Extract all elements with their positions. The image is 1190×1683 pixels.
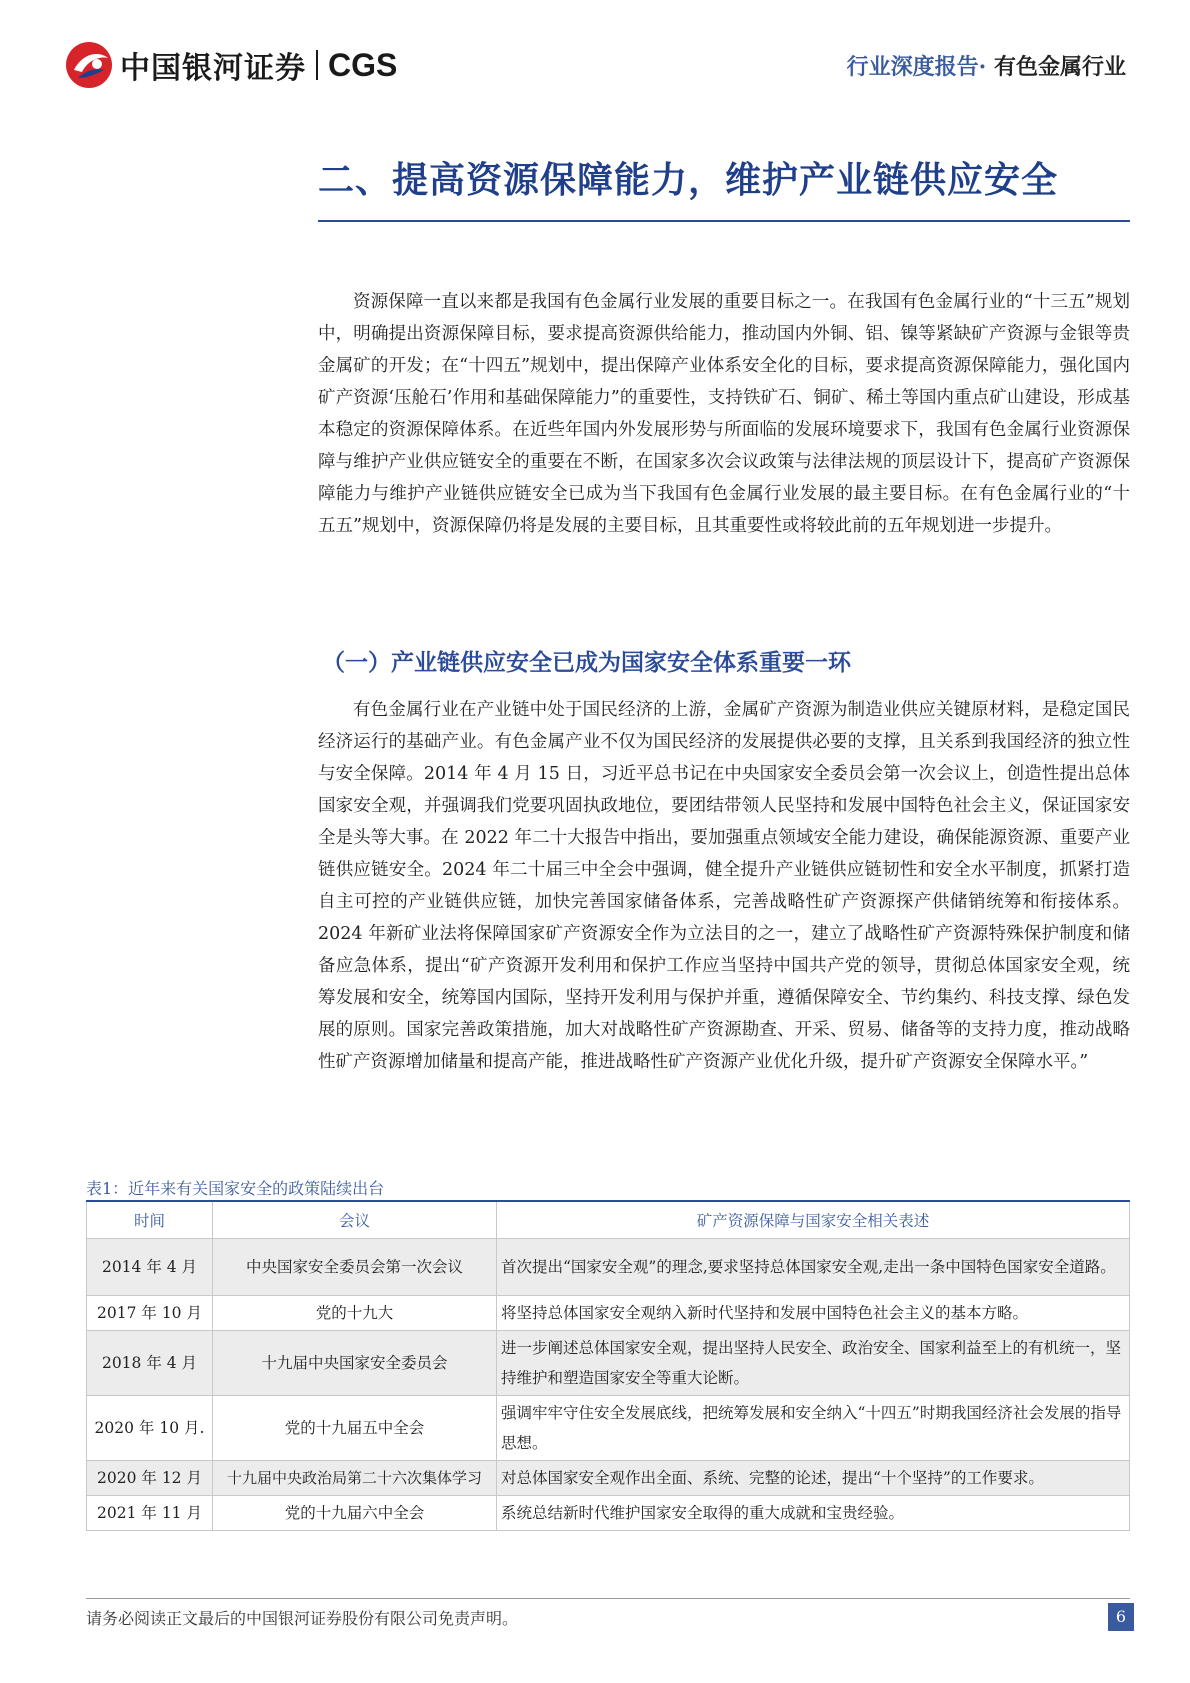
- paragraph-supply-chain-security: 有色金属行业在产业链中处于国民经济的上游，金属矿产资源为制造业供应关键原材料，是稳定国民经济运行的基础产业。有色金属产业不仅为国民经济的发展提供必要的支撑，且关系到我国经济的独立性与安全保障。2014 年 4 月 15 日，习近平总书记在中央国家安全委员会第一次会议上，创造性提出总体国家安全观，并强调我们党要巩固执政地位，要团结带领人民坚持和发展中国特色社会主义，保证国家安全是头等大事。在 2022 年二十大报告中指出，要加强重点领域安全能力建设，确保能源资源、重要产业链供应链安全。2024 年二十届三中全会中强调，健全提升产业链供应链韧性和安全水平制度，抓紧打造自主可控的产业链供应链，加快完善国家储备体系，完善战略性矿产资源探产供储销统筹和衔接体系。2024 年新矿业法将保障国家矿产资源安全作为立法目的之一，建立了战略性矿产资源特殊保护制度和储备应急体系，提出“矿产资源开发利用和保护工作应当坚持中国共产党的领导，贯彻总体国家安全观，统筹发展和安全，统筹国内国际，坚持开发利用与保护并重，遵循保障安全、节约集约、科技支撑、绿色发展的原则。国家完善政策措施，加大对战略性矿产资源勘查、开采、贸易、储备等的支持力度，推动战略性矿产资源增加储量和提高产能，推进战略性矿产资源产业优化升级，提升矿产资源安全保障水平。”: [318, 700, 1130, 1072]
- cell-meeting: 中央国家安全委员会第一次会议: [213, 1239, 497, 1296]
- cell-description: 强调牢牢守住安全发展底线，把统筹发展和安全纳入“十四五”时期我国经济社会发展的指导思想。: [497, 1396, 1130, 1461]
- cell-description: 系统总结新时代维护国家安全取得的重大成就和宝贵经验。: [497, 1496, 1130, 1531]
- cell-time: 2018 年 4 月: [87, 1331, 213, 1396]
- cell-time: 2020 年 12 月: [87, 1461, 213, 1496]
- cell-description: 将坚持总体国家安全观纳入新时代坚持和发展中国特色社会主义的基本方略。: [497, 1296, 1130, 1331]
- logo-chinese-name: 中国银河证券: [120, 51, 306, 86]
- table-caption: 表1：近年来有关国家安全的政策陆续出台: [86, 1179, 385, 1198]
- table-row: [87, 1396, 1130, 1461]
- footer-disclaimer: 请务必阅读正文最后的中国银河证券股份有限公司免责声明。: [86, 1609, 519, 1628]
- cell-description: 进一步阐述总体国家安全观，提出坚持人民安全、政治安全、国家利益至上的有机统一，坚持维护和塑造国家安全等重大论断。: [497, 1331, 1130, 1396]
- logo-divider: [316, 50, 318, 80]
- table-row: [87, 1239, 1130, 1296]
- subsection-title: （一）产业链供应安全已成为国家安全体系重要一环: [322, 649, 851, 676]
- cell-time: 2021 年 11 月: [87, 1496, 213, 1531]
- cell-meeting: 党的十九大: [213, 1296, 497, 1331]
- cell-meeting: 十九届中央国家安全委员会: [213, 1331, 497, 1396]
- report-type: 行业深度报告·: [846, 54, 987, 80]
- table-row: [87, 1461, 1130, 1496]
- footer-divider: [86, 1598, 1130, 1599]
- cell-description: 首次提出“国家安全观”的理念,要求坚持总体国家安全观,走出一条中国特色国家安全道路。: [497, 1239, 1130, 1296]
- cell-meeting: 十九届中央政治局第二十六次集体学习: [213, 1461, 497, 1496]
- title-divider: [318, 220, 1130, 222]
- cell-time: 2020 年 10 月.: [87, 1396, 213, 1461]
- cell-meeting: 党的十九届六中全会: [213, 1496, 497, 1531]
- page-number: 6: [1108, 1603, 1134, 1631]
- header-description: 矿产资源保障与国家安全相关表述: [497, 1202, 1130, 1239]
- company-logo: [64, 40, 397, 90]
- header-time: 时间: [87, 1202, 213, 1239]
- report-header: [847, 50, 1126, 81]
- cell-time: 2017 年 10 月: [87, 1296, 213, 1331]
- industry-label: 有色金属行业: [993, 54, 1126, 80]
- section-title: 二、提高资源保障能力，维护产业链供应安全: [318, 159, 1059, 201]
- header-meeting: 会议: [213, 1202, 497, 1239]
- cell-time: 2014 年 4 月: [87, 1239, 213, 1296]
- cell-description: 对总体国家安全观作出全面、系统、完整的论述，提出“十个坚持”的工作要求。: [497, 1461, 1130, 1496]
- paragraph-resource-security: 资源保障一直以来都是我国有色金属行业发展的重要目标之一。在我国有色金属行业的“十三五”规划中，明确提出资源保障目标，要求提高资源供给能力，推动国内外铜、铝、镍等紧缺矿产资源与金银等贵金属矿的开发；在“十四五”规划中，提出保障产业体系安全化的目标，要求提高资源保障能力，强化国内矿产资源‘压舱石’作用和基础保障能力”的重要性，支持铁矿石、铜矿、稀土等国内重点矿山建设，形成基本稳定的资源保障体系。在近些年国内外发展形势与所面临的发展环境要求下，我国有色金属行业资源保障与维护产业供应链安全的重要在不断，在国家多次会议政策与法律法规的顶层设计下，提高矿产资源保障能力与维护产业链供应链安全已成为当下我国有色金属行业发展的最主要目标。在有色金属行业的“十五五”规划中，资源保障仍将是发展的主要目标，且其重要性或将较此前的五年规划进一步提升。: [318, 292, 1130, 536]
- cgs-logo-icon: [64, 40, 114, 90]
- logo-english-name: CGS: [328, 46, 398, 83]
- cell-meeting: 党的十九届五中全会: [213, 1396, 497, 1461]
- table-row: [87, 1496, 1130, 1531]
- table-row: [87, 1296, 1130, 1331]
- table-row: [87, 1331, 1130, 1396]
- policy-table: [86, 1200, 1130, 1531]
- table-header-row: [87, 1202, 1130, 1239]
